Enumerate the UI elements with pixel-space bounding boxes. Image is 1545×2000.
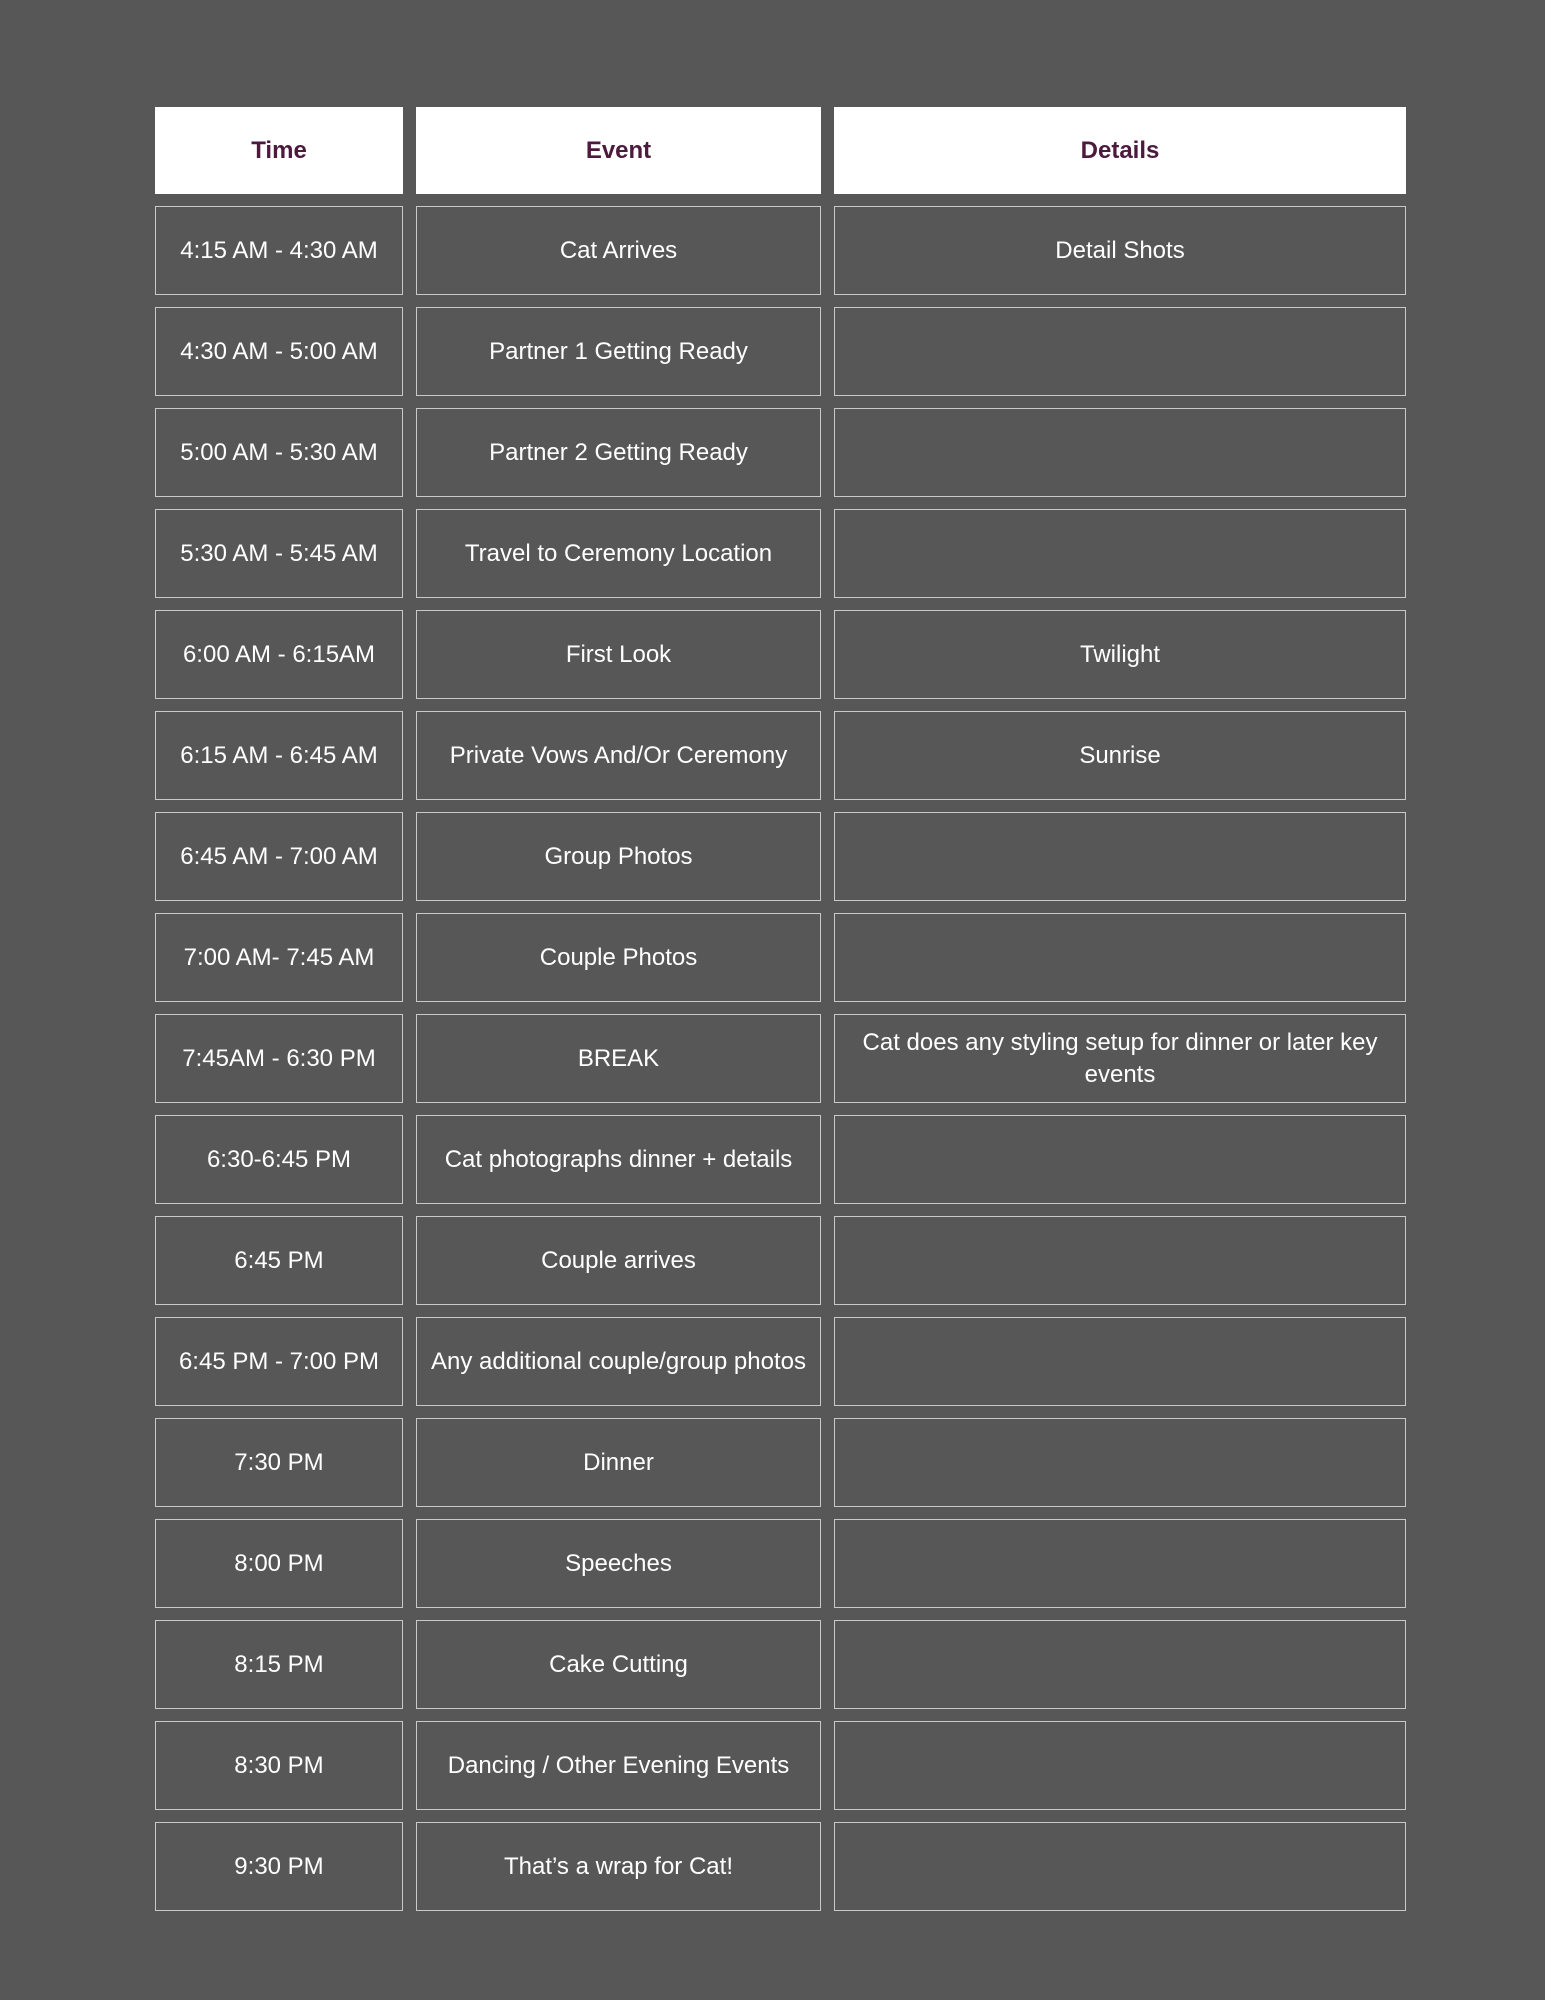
details-cell [834,307,1406,396]
header-details: Details [834,107,1406,194]
details-cell [834,812,1406,901]
details-cell: Detail Shots [834,206,1406,295]
time-cell: 8:30 PM [155,1721,403,1810]
event-cell: Partner 2 Getting Ready [416,408,821,497]
event-cell: Dancing / Other Evening Events [416,1721,821,1810]
details-cell [834,408,1406,497]
table-row [155,1216,1406,1305]
event-cell: Cake Cutting [416,1620,821,1709]
details-cell [834,1317,1406,1406]
event-cell: That’s a wrap for Cat! [416,1822,821,1911]
time-cell: 6:45 PM [155,1216,403,1305]
table-row [155,1317,1406,1406]
table-row [155,408,1406,497]
table-body [155,206,1406,1911]
details-cell [834,1721,1406,1810]
table-row [155,711,1406,800]
header-event: Event [416,107,821,194]
time-cell: 6:45 PM - 7:00 PM [155,1317,403,1406]
table-row [155,307,1406,396]
header-row [155,107,1406,194]
details-cell [834,509,1406,598]
event-cell: Partner 1 Getting Ready [416,307,821,396]
details-cell [834,913,1406,1002]
event-cell: Group Photos [416,812,821,901]
event-cell: Cat Arrives [416,206,821,295]
event-cell: Dinner [416,1418,821,1507]
details-cell: Sunrise [834,711,1406,800]
table-row [155,1822,1406,1911]
time-cell: 6:15 AM - 6:45 AM [155,711,403,800]
time-cell: 7:45AM - 6:30 PM [155,1014,403,1103]
event-cell: Speeches [416,1519,821,1608]
timeline-table [142,95,1419,1923]
details-cell [834,1620,1406,1709]
event-cell: Cat photographs dinner + details [416,1115,821,1204]
header-time: Time [155,107,403,194]
table-row [155,509,1406,598]
details-cell [834,1519,1406,1608]
table-row [155,1115,1406,1204]
table-row [155,812,1406,901]
details-cell [834,1216,1406,1305]
event-cell: Private Vows And/Or Ceremony [416,711,821,800]
time-cell: 8:15 PM [155,1620,403,1709]
table-row [155,610,1406,699]
time-cell: 5:30 AM - 5:45 AM [155,509,403,598]
time-cell: 6:45 AM - 7:00 AM [155,812,403,901]
details-cell [834,1115,1406,1204]
details-cell: Twilight [834,610,1406,699]
event-cell: First Look [416,610,821,699]
table-row [155,1014,1406,1103]
table-row [155,1418,1406,1507]
table-row [155,913,1406,1002]
details-cell [834,1418,1406,1507]
details-cell [834,1822,1406,1911]
table-row [155,1721,1406,1810]
time-cell: 4:15 AM - 4:30 AM [155,206,403,295]
time-cell: 7:00 AM- 7:45 AM [155,913,403,1002]
event-cell: Couple Photos [416,913,821,1002]
time-cell: 8:00 PM [155,1519,403,1608]
time-cell: 7:30 PM [155,1418,403,1507]
event-cell: BREAK [416,1014,821,1103]
time-cell: 5:00 AM - 5:30 AM [155,408,403,497]
details-cell: Cat does any styling setup for dinner or later key events [834,1014,1406,1103]
time-cell: 6:00 AM - 6:15AM [155,610,403,699]
time-cell: 4:30 AM - 5:00 AM [155,307,403,396]
event-cell: Any additional couple/group photos [416,1317,821,1406]
table-row [155,1620,1406,1709]
table-row [155,206,1406,295]
time-cell: 6:30-6:45 PM [155,1115,403,1204]
event-cell: Travel to Ceremony Location [416,509,821,598]
event-cell: Couple arrives [416,1216,821,1305]
time-cell: 9:30 PM [155,1822,403,1911]
table-row [155,1519,1406,1608]
table-header [155,107,1406,194]
